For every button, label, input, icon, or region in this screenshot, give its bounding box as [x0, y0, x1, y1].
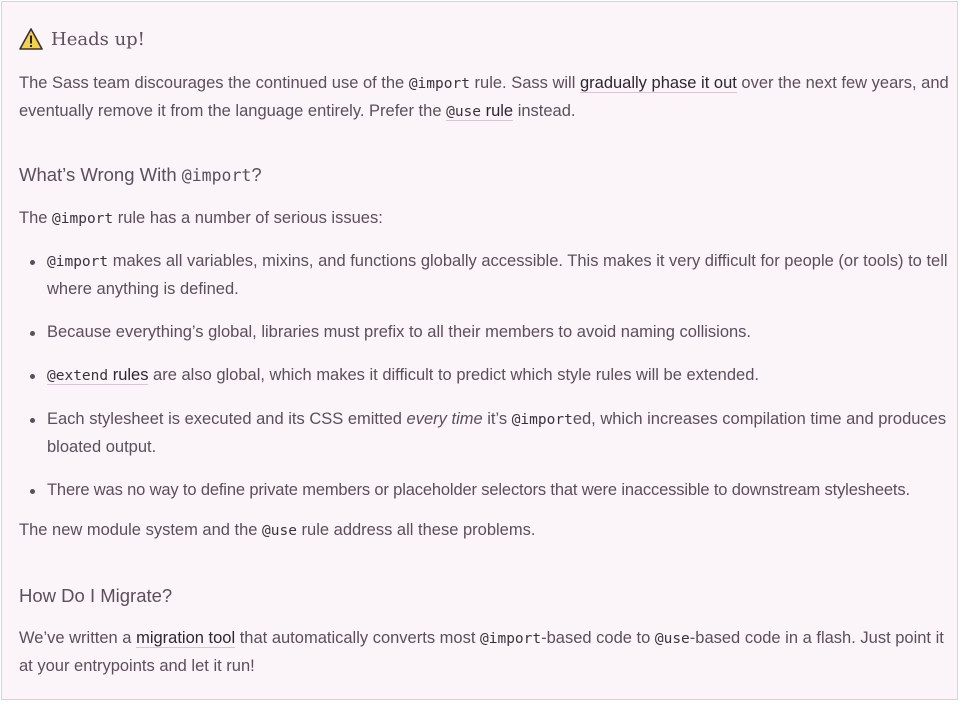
- code-extend: @extend: [47, 368, 109, 384]
- link-text: rule: [481, 102, 514, 120]
- text-run: are also global, which makes it difficult to predict which style rules will be extended.: [148, 366, 759, 384]
- callout-header: [19, 27, 145, 51]
- code-use: @use: [446, 104, 482, 120]
- list-item: [19, 319, 949, 346]
- text-run: The new module system and the: [19, 521, 263, 539]
- deprecation-notice: [19, 70, 949, 126]
- code-import: @import: [511, 412, 573, 428]
- text-run: makes all variables, mixins, and functions globally accessible. This makes it very difficult for people (or tools) to tell where anything is defined.: [47, 252, 948, 298]
- callout-title: Heads up!: [51, 28, 145, 50]
- issues-list: [19, 248, 949, 504]
- list-item: [19, 248, 949, 303]
- code-use: @use: [654, 631, 690, 647]
- text-run: ed, which increases compilation time and produces bloated output.: [47, 410, 947, 456]
- list-item: [19, 362, 949, 390]
- emphasis: every time: [406, 410, 483, 428]
- code-import: @import: [480, 631, 542, 647]
- text-run: We’ve written a: [19, 629, 137, 647]
- text-run: that automatically converts most: [235, 629, 480, 647]
- issues-outro: [19, 517, 949, 545]
- code-use: @use: [262, 523, 297, 539]
- code-import: @import: [52, 211, 114, 227]
- text-run: rule address all these problems.: [296, 521, 536, 539]
- issues-intro: [19, 205, 949, 233]
- link-migration-tool[interactable]: migration tool: [136, 629, 236, 647]
- link-use-rule[interactable]: [446, 102, 513, 121]
- text-run: Because everything’s global, libraries must prefix to all their members to avoid naming collisions.: [47, 323, 752, 341]
- heading-how-do-i-migrate: How Do I Migrate?: [19, 585, 173, 606]
- link-extend-rules[interactable]: [47, 366, 148, 385]
- text-run: The: [19, 209, 53, 227]
- text-run: instead.: [513, 102, 576, 120]
- text-run: There was no way to define private members or placeholder selectors that were inaccessible to downstream stylesheets.: [47, 481, 910, 499]
- heading-whats-wrong: [19, 164, 262, 186]
- code-import: @import: [181, 166, 252, 185]
- link-gradually-phase-it-out[interactable]: gradually phase it out: [579, 74, 737, 92]
- list-item: [19, 406, 949, 461]
- text-run: The Sass team discourages the continued use of the: [19, 74, 409, 92]
- text-run: -based code to: [541, 629, 655, 647]
- text-run: Each stylesheet is executed and its: [47, 410, 310, 428]
- css-abbr: CSS: [309, 410, 344, 428]
- text-run: rule. Sass will: [469, 74, 580, 92]
- migration-paragraph: [19, 625, 949, 680]
- text-run: rule has a number of serious issues:: [113, 209, 383, 227]
- code-import: @import: [47, 254, 109, 270]
- text-run: it’s: [482, 410, 512, 428]
- heading-text: What’s Wrong With: [19, 164, 182, 185]
- link-text: rules: [108, 366, 149, 384]
- code-import: @import: [408, 76, 470, 92]
- text-run: -based code in a flash. Just point it at your entrypoints and let it run!: [19, 629, 944, 675]
- warning-triangle-icon: [19, 27, 43, 51]
- text-run: over the next few years, and eventually remove it from the language entirely. Prefer the: [19, 74, 949, 120]
- heads-up-callout: [1, 1, 958, 700]
- heading-text: ?: [251, 164, 262, 185]
- list-item: [19, 477, 949, 504]
- text-run: emitted: [343, 410, 407, 428]
